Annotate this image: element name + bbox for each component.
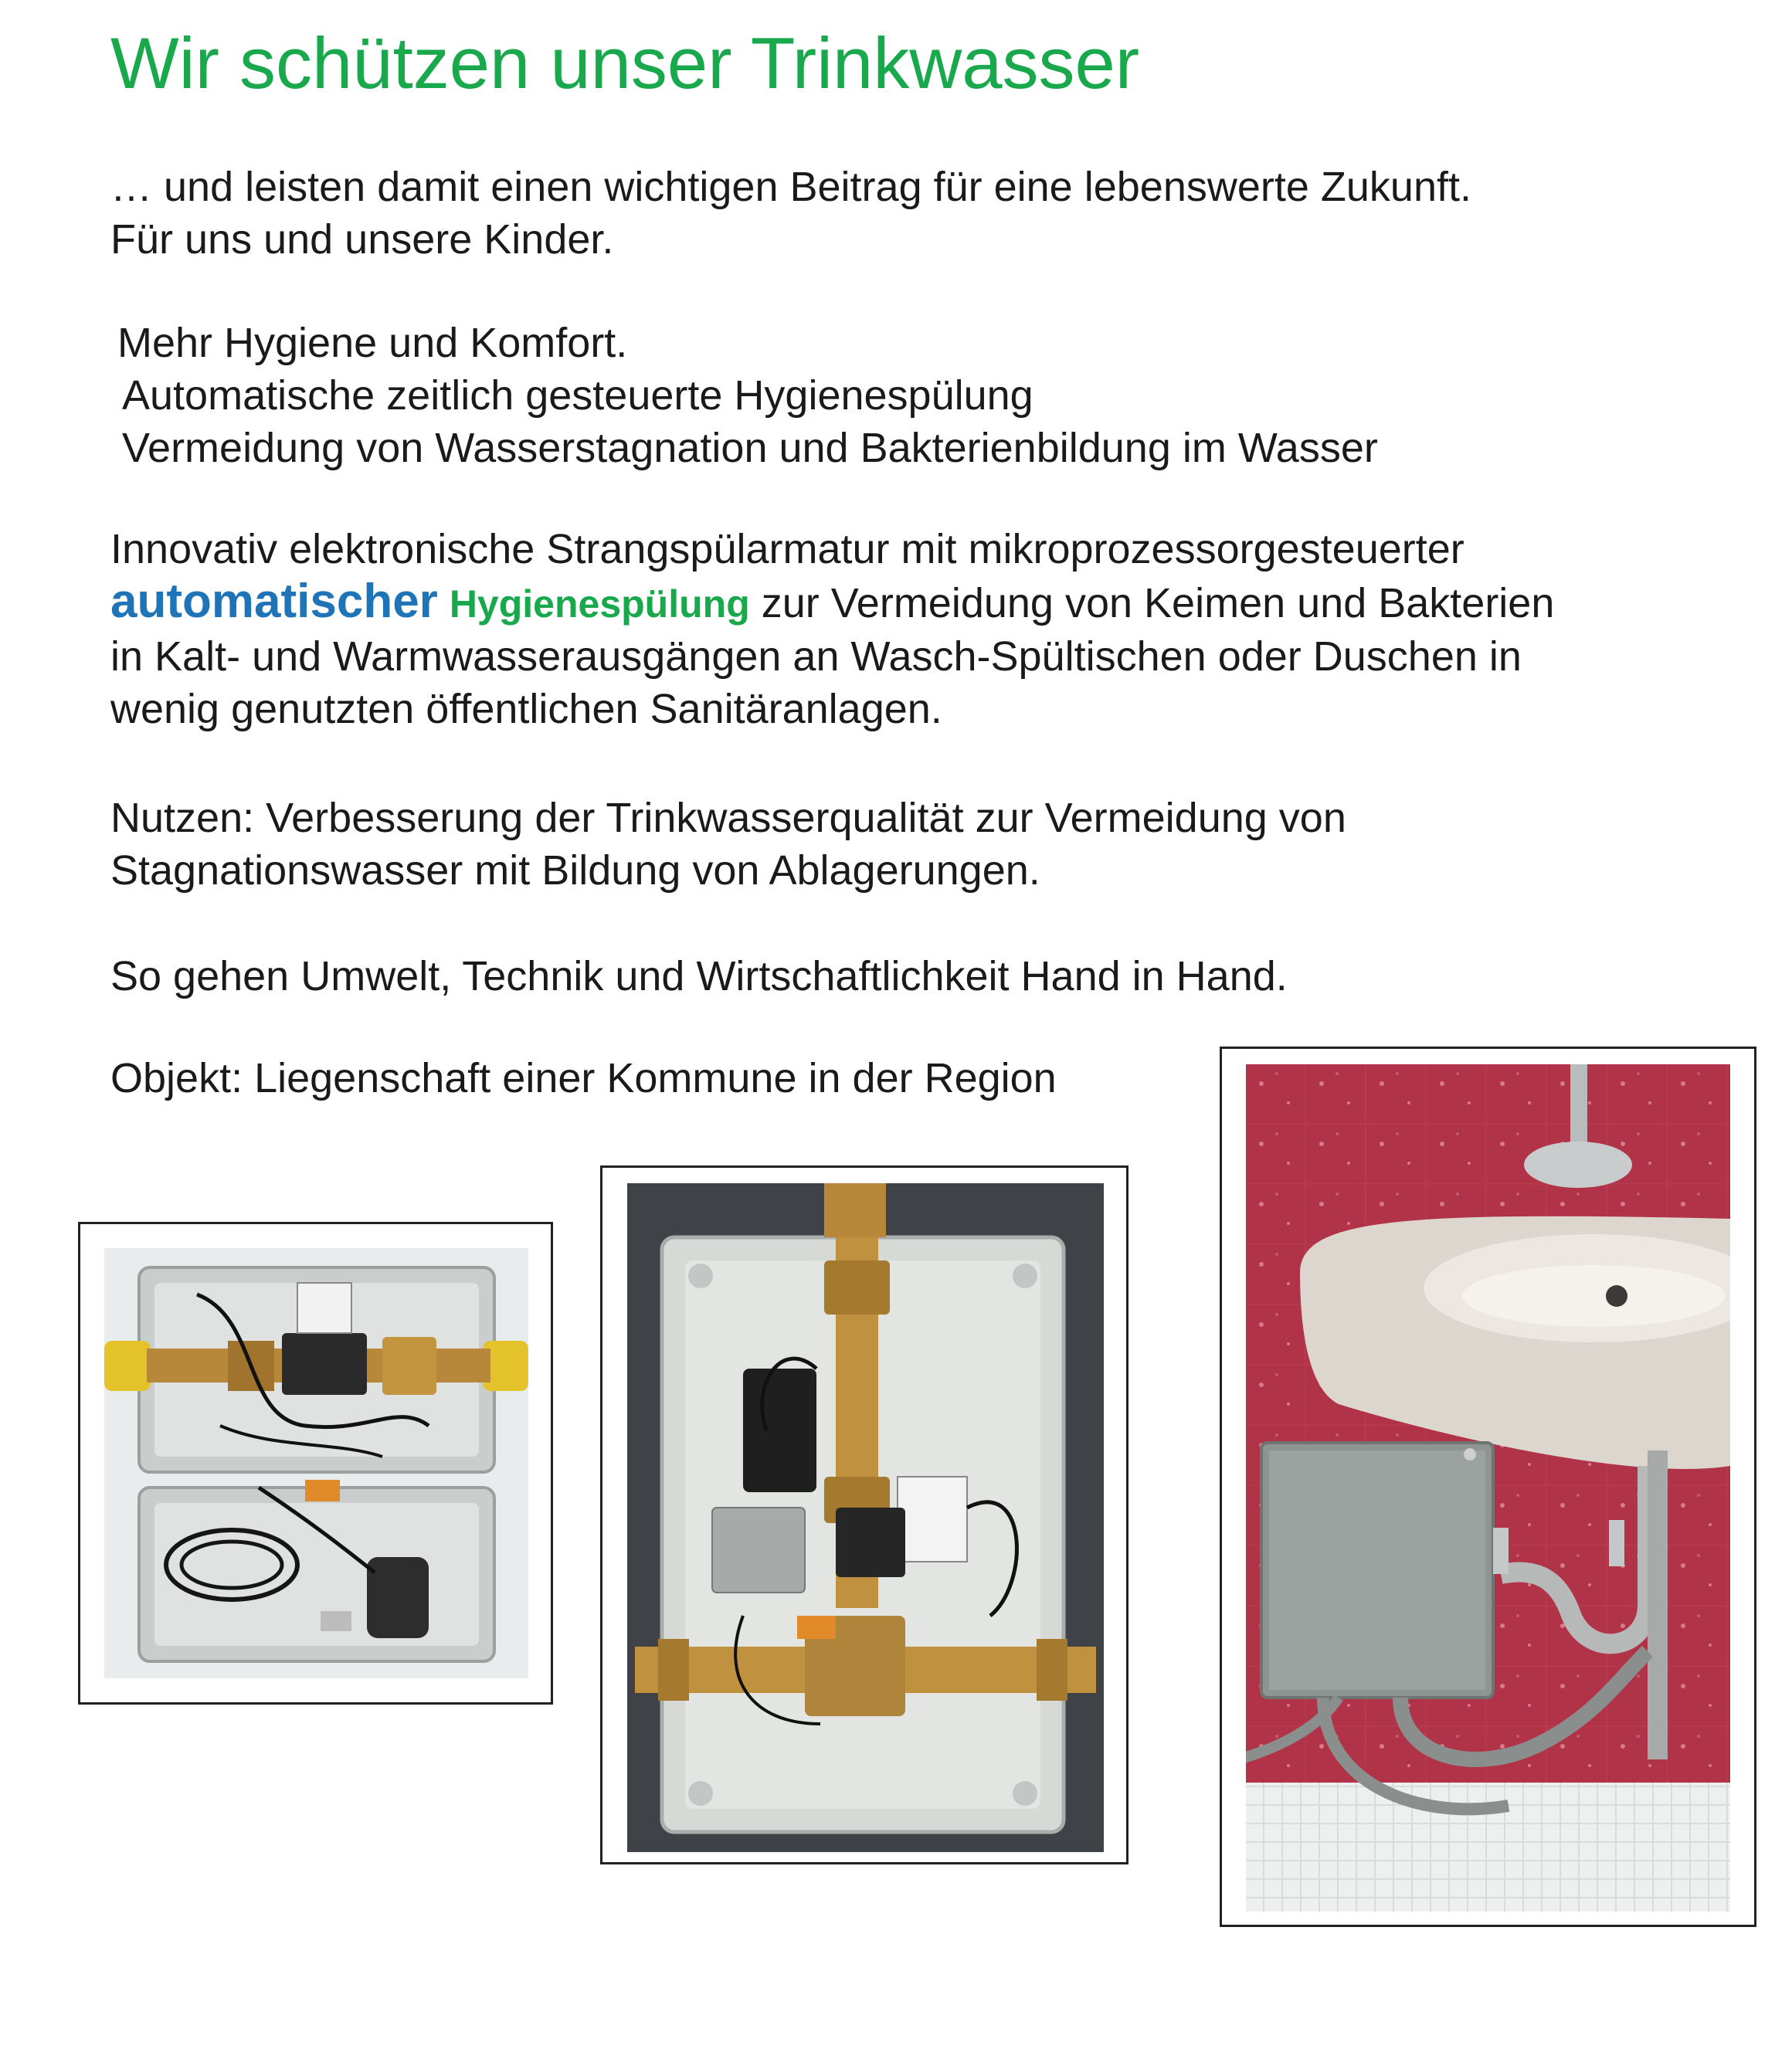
photo-installation-washbasin xyxy=(1220,1047,1756,1927)
washbasin-installation-illustration xyxy=(1246,1064,1730,1912)
page-title: Wir schützen unser Trinkwasser xyxy=(110,22,1140,103)
control-box-illustration xyxy=(104,1248,528,1678)
description-paragraph xyxy=(110,523,1554,735)
nutzen-line-1: Nutzen: Verbesserung der Trinkwasserqualität zur Vermeidung von xyxy=(110,795,1346,841)
intro-paragraph xyxy=(110,161,1471,266)
photo-control-box-open xyxy=(78,1222,553,1705)
benefits-paragraph xyxy=(117,317,1378,474)
description-line-4: wenig genutzten öffentlichen Sanitäranlagen. xyxy=(110,686,942,732)
description-line-2: zur Vermeidung von Keimen und Bakterien xyxy=(749,580,1555,626)
intro-line-1: … und leisten damit einen wichtigen Beitrag für eine lebenswerte Zukunft. xyxy=(110,164,1471,210)
benefit-line-2: Automatische zeitlich gesteuerte Hygienespülung xyxy=(122,372,1033,419)
intro-line-2: Für uns und unsere Kinder. xyxy=(110,216,614,263)
highlight-automatischer: automatischer xyxy=(110,575,438,628)
motto-text: So gehen Umwelt, Technik und Wirtschaftlichkeit Hand in Hand. xyxy=(110,953,1288,999)
benefit-line-3: Vermeidung von Wasserstagnation und Bakterienbildung im Wasser xyxy=(122,425,1378,471)
valve-assembly-illustration xyxy=(627,1183,1104,1852)
benefit-line-1: Mehr Hygiene und Komfort. xyxy=(117,320,628,366)
objekt-text: Objekt: Liegenschaft einer Kommune in der Region xyxy=(110,1055,1057,1101)
photo-control-box-interior xyxy=(600,1165,1128,1864)
highlight-hygienespuelung: Hygienespülung xyxy=(449,582,750,626)
nutzen-line-2: Stagnationswasser mit Bildung von Ablagerungen. xyxy=(110,847,1040,894)
nutzen-paragraph xyxy=(110,792,1346,897)
description-line-3: in Kalt- und Warmwasserausgängen an Wasch-Spültischen oder Duschen in xyxy=(110,633,1522,680)
description-line-1: Innovativ elektronische Strangspülarmatur mit mikroprozessorgesteuerter xyxy=(110,526,1464,572)
